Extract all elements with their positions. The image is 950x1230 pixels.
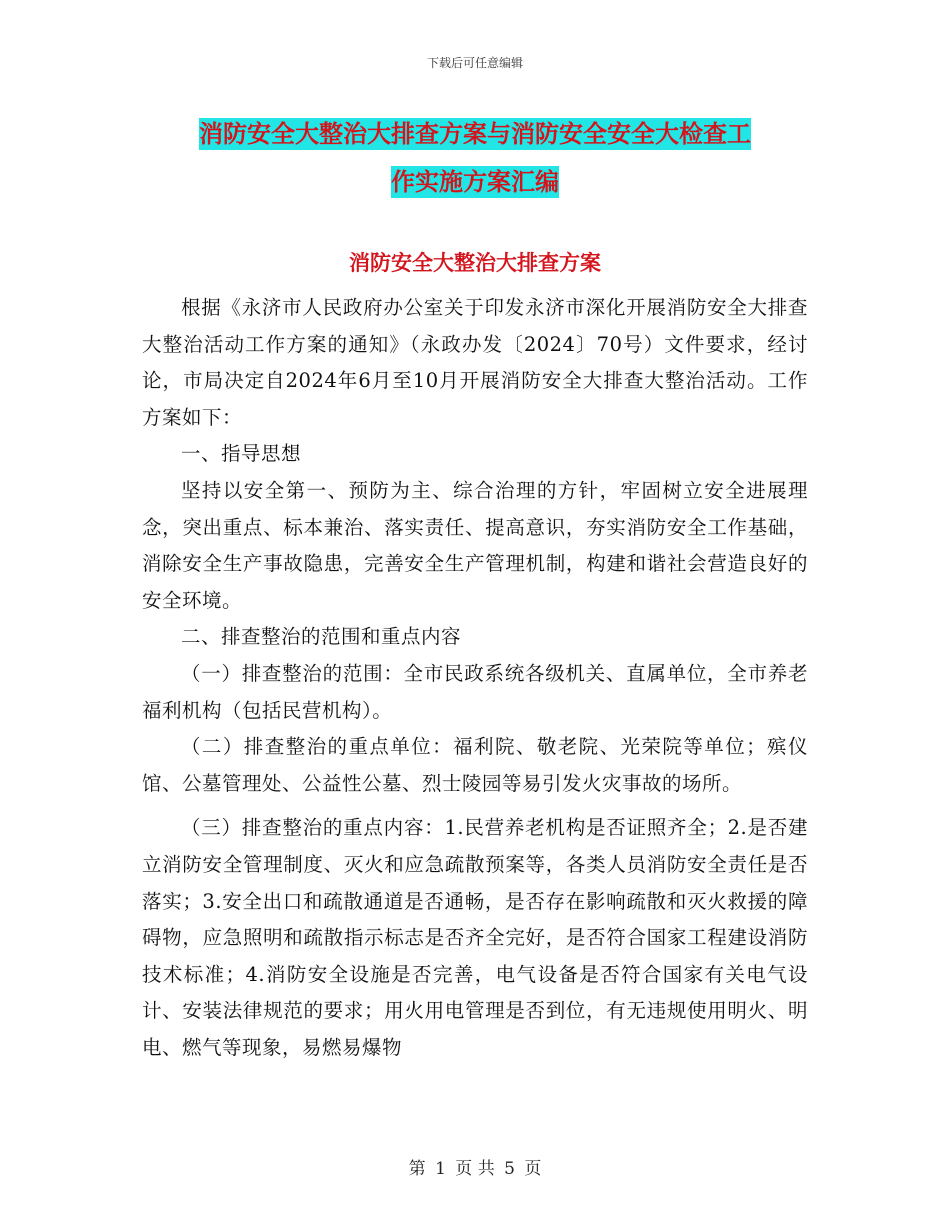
footer-page-number: 1 <box>435 1159 446 1179</box>
footer-total-pages: 5 <box>504 1159 515 1179</box>
page-footer <box>0 1154 950 1179</box>
paragraph-guiding-ideology: 坚持以安全第一、预防为主、综合治理的方针，牢固树立安全进展理念，突出重点、标本兼治、落实责任、提高意识，夯实消防安全工作基础，消除安全生产事故隐患，完善安全生产管理机制，构建和谐社会营造良好的安全环境。 <box>142 478 808 612</box>
footer-middle: 页 共 <box>455 1159 495 1179</box>
document-title-line-1: 消防安全大整治大排查方案与消防安全安全大检查工 <box>199 120 751 148</box>
paragraph-scope: （一）排查整治的范围：全市民政系统各级机关、直属单位，全市养老福利机构（包括民营机构）。 <box>142 661 808 722</box>
section-title: 消防安全大整治大排查方案 <box>349 251 601 275</box>
document-title <box>0 110 950 206</box>
footer-suffix: 页 <box>524 1159 542 1179</box>
heading-guiding-ideology: 一、指导思想 <box>181 442 302 466</box>
document-title-line-2: 作实施方案汇编 <box>391 168 559 196</box>
paragraph-intro: 根据《永济市人民政府办公室关于印发永济市深化开展消防安全大排查大整治活动工作方案的通知》（永政办发〔2024〕70号）文件要求，经讨论，市局决定自2024年6月至10月开展消防安全大排查大整治活动。工作方案如下： <box>142 296 808 429</box>
footer-prefix: 第 <box>408 1159 426 1179</box>
document-body <box>142 290 808 1066</box>
paragraph-key-content: （三）排查整治的重点内容：1.民营养老机构是否证照齐全；2.是否建立消防安全管理制度、灭火和应急疏散预案等，各类人员消防安全责任是否落实；3.安全出口和疏散通道是否通畅，是否存在影响疏散和灭火救援的障碍物，应急照明和疏散指示标志是否齐全完好，是否符合国家工程建设消防技术标准；4.消防安全设施是否完善，电气设备是否符合国家有关电气设计、安装法律规范的要求；用火用电管理是否到位，有无违规使用明火、明电、燃气等现象，易燃易爆物 <box>142 816 808 1059</box>
heading-scope-and-focus: 二、排查整治的范围和重点内容 <box>181 625 462 649</box>
paragraph-key-units: （二）排查整治的重点单位：福利院、敬老院、光荣院等单位；殡仪馆、公墓管理处、公益性公墓、烈士陵园等易引发火灾事故的场所。 <box>142 735 808 795</box>
header-note: 下载后可任意编辑 <box>426 56 523 70</box>
